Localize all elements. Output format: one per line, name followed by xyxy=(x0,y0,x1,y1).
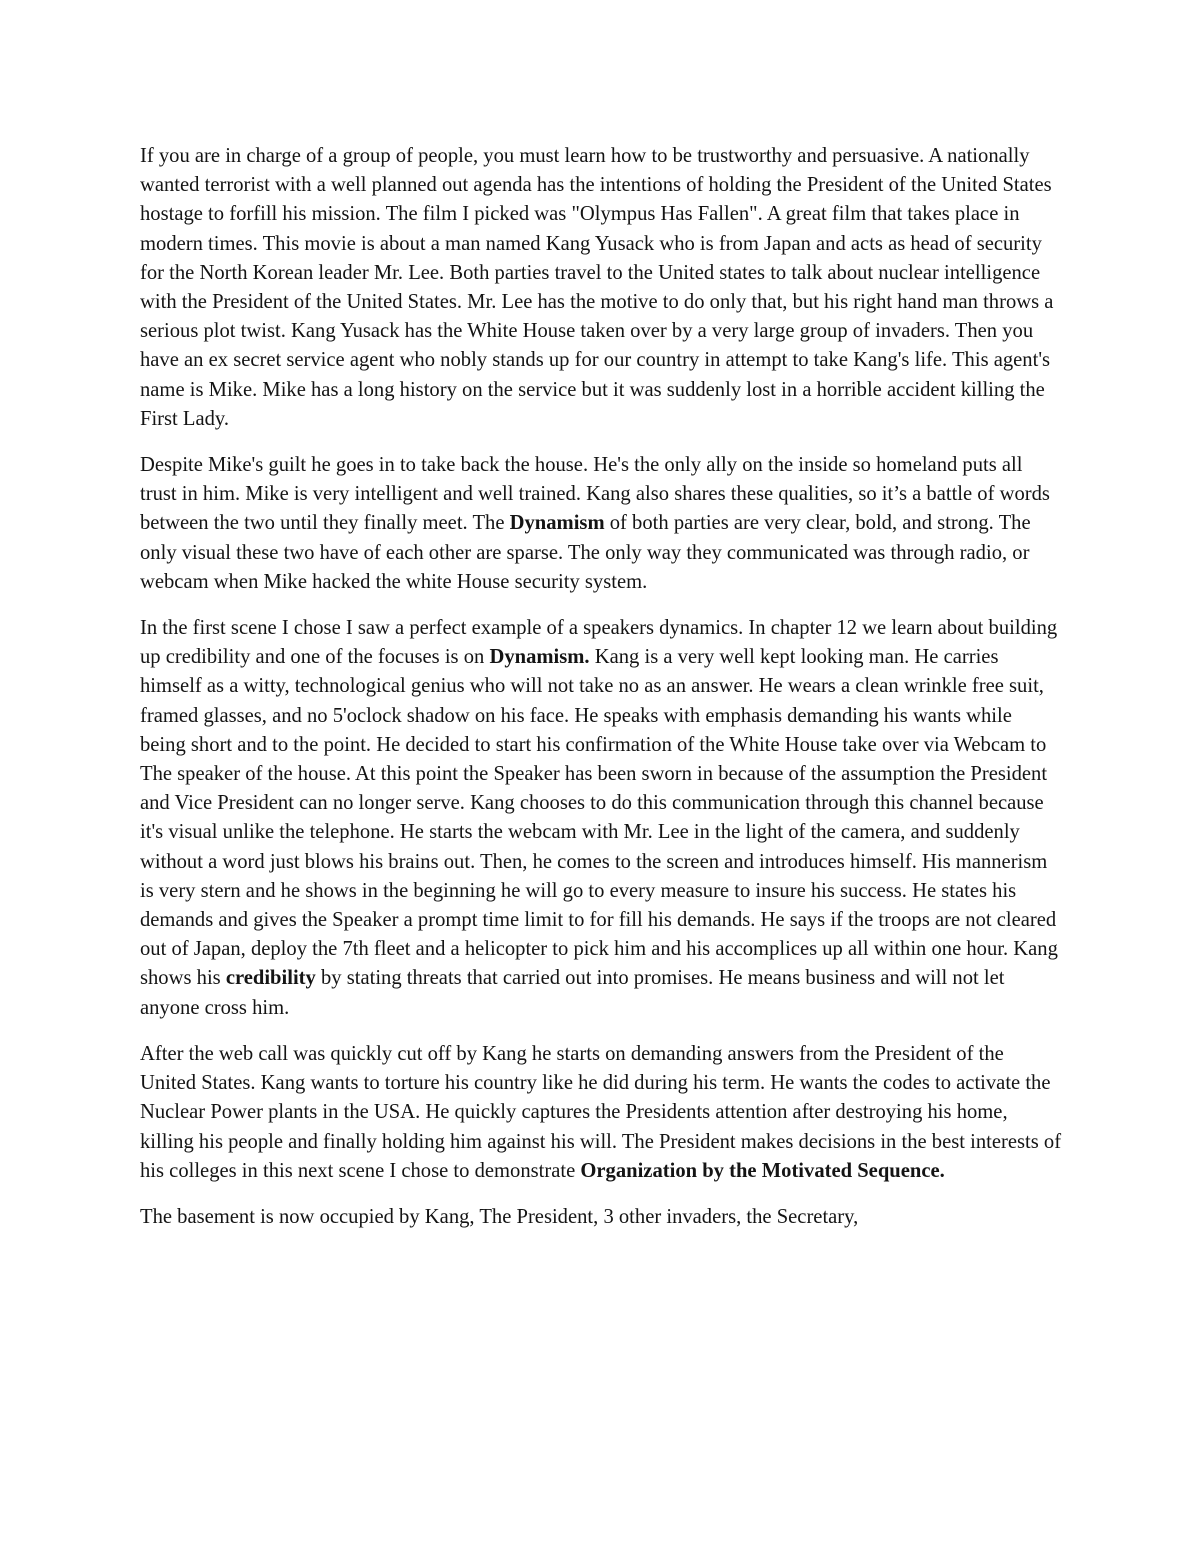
bold-term-organization: Organization by the Motivated Sequence. xyxy=(580,1159,945,1182)
paragraph-text: Kang is a very well kept looking man. He carries himself as a witty, technological genius who will not take no as an answer. He wears a clean wrinkle free suit, framed glasses, and no 5'oclock shadow on his face. He speaks with emphasis demanding his wants while being short and to the point. He decided to start his confirmation of the White House take over via Webcam to The speaker of the house. At this point the Speaker has been sworn in because of the assumption the President and Vice President can no longer serve. Kang chooses to do this communication through this channel because it's visual unlike the telephone. He starts the webcam with Mr. Lee in the light of the camera, and suddenly without a word just blows his brains out. Then, he comes to the screen and introduces himself. His mannerism is very stern and he shows in the beginning he will go to every measure to insure his success. He states his demands and gives the Speaker a prompt time limit to for fill his demands. He says if the troops are not cleared out of Japan, deploy the 7th fleet and a helicopter to pick him and his accomplices up all within one hour. Kang shows his xyxy=(140,646,1058,990)
paragraph-1 xyxy=(140,142,1062,434)
paragraph-text: If you are in charge of a group of people, you must learn how to be trustworthy and persuasive. A nationally wanted terrorist with a well planned out agenda has the intentions of holding the President of the United States hostage to forfill his mission. The film I picked was "Olympus Has Fallen". A great film that takes place in modern times. This movie is about a man named Kang Yusack who is from Japan and acts as head of security for the North Korean leader Mr. Lee. Both parties travel to the United states to talk about nuclear intelligence with the President of the United States. Mr. Lee has the motive to do only that, but his right hand man throws a serious plot twist. Kang Yusack has the White House taken over by a very large group of invaders. Then you have an ex secret service agent who nobly stands up for our country in attempt to take Kang's life. This agent's name is Mike. Mike has a long history on the service but it was suddenly lost in a horrible accident killing the First Lady. xyxy=(140,145,1054,430)
paragraph-3 xyxy=(140,614,1062,1023)
bold-term-dynamism: Dynamism xyxy=(509,512,605,535)
paragraph-text: After the web call was quickly cut off by Kang he starts on demanding answers from the President of the United States. Kang wants to torture his country like he did during his term. He wants the codes to activate the Nuclear Power plants in the USA. He quickly captures the Presidents attention after destroying his home, killing his people and finally holding him against his will. The President makes decisions in the best interests of his colleges in this next scene I chose to demonstrate xyxy=(140,1042,1062,1182)
bold-term-credibility: credibility xyxy=(225,967,316,990)
paragraph-text: by stating threats that carried out into promises. He means business and will not let anyone cross him. xyxy=(140,967,1005,1019)
paragraph-text: In the first scene I chose I saw a perfect example of a speakers dynamics. In chapter 12 we learn about building up credibility and one of the focuses is on xyxy=(140,617,1058,669)
paragraph-5 xyxy=(140,1203,1062,1232)
document-body xyxy=(140,142,1062,1249)
paragraph-4 xyxy=(140,1040,1062,1186)
paragraph-text: Despite Mike's guilt he goes in to take back the house. He's the only ally on the inside so homeland puts all trust in him. Mike is very intelligent and well trained. Kang also shares these qualities, so it’s a battle of words between the two until they finally meet. The xyxy=(140,454,1050,535)
paragraph-text: The basement is now occupied by Kang, The President, 3 other invaders, the Secretary, xyxy=(140,1205,859,1228)
paragraph-text: of both parties are very clear, bold, and strong. The only visual these two have of each other are sparse. The only way they communicated was through radio, or webcam when Mike hacked the white House security system. xyxy=(140,512,1031,593)
bold-term-dynamism: Dynamism. xyxy=(489,646,590,669)
paragraph-2 xyxy=(140,451,1062,597)
